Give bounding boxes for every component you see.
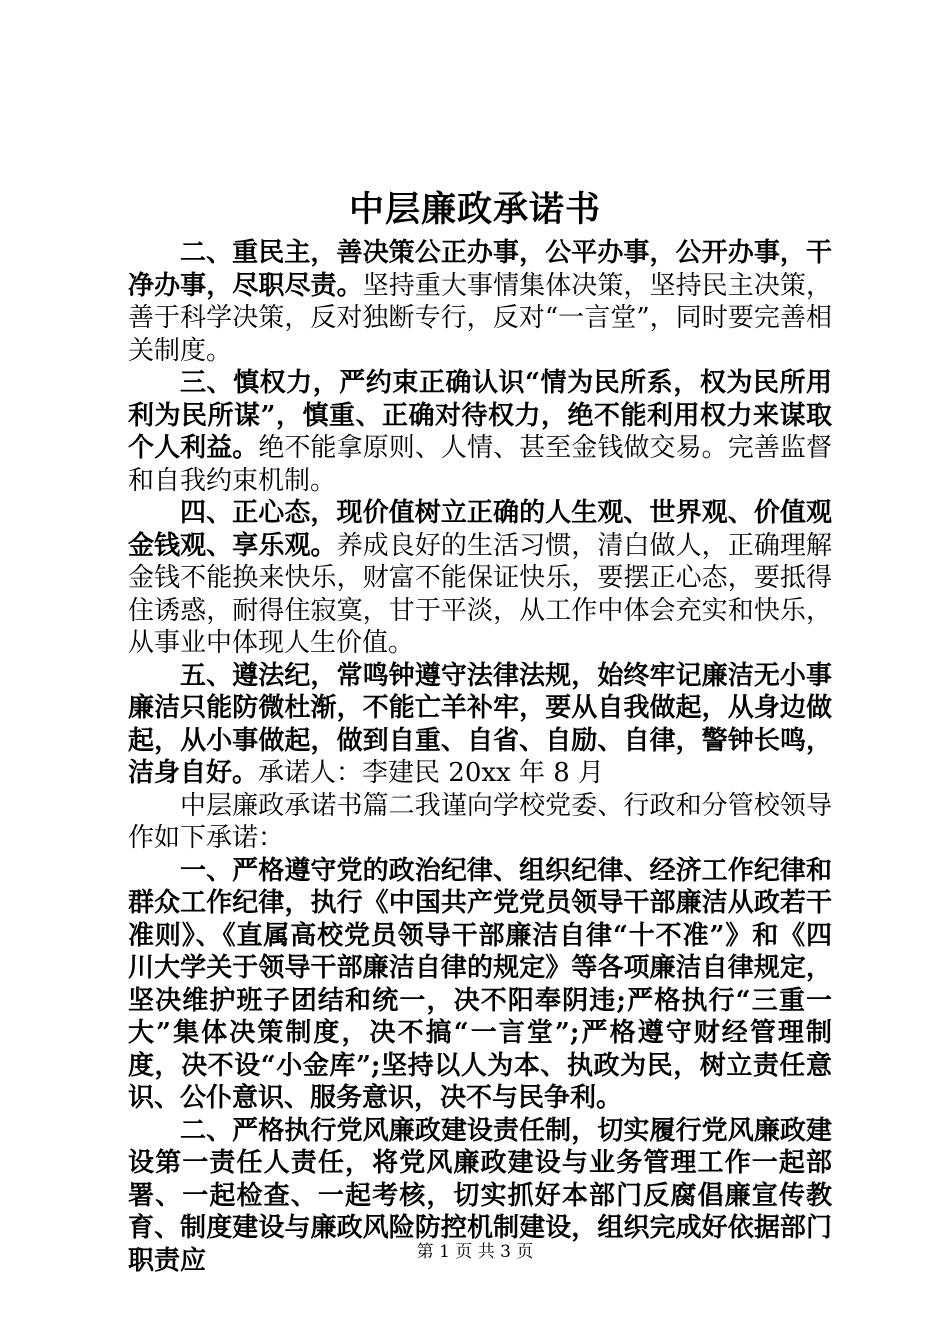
paragraph-bold-text: 一、严格遵守党的政治纪律、组织纪律、经济工作纪律和群众工作纪律，执行《中国共产党党员领导干部廉洁从政若干准则》、《直属高校党员领导干部廉洁自律“十不准”》和《四川大学关于领导干部廉洁自律的规定》等各项廉洁自律规定，坚决维护班子团结和统一，决不阳奉阴违;严格执行“三重一大”集体决策制度，决不搞“一言堂”;严格遵守财经管理制度，决不设“小金库”;坚持以人为本、执政为民，树立责任意识、公仆意识、服务意识，决不与民争利。 bbox=[128, 855, 832, 1113]
paragraph-intro-part2 bbox=[128, 790, 832, 855]
paragraph-3 bbox=[128, 367, 832, 497]
paragraph-bold-text: 二、严格执行党风廉政建设责任制，切实履行党风廉政建设第一责任人责任，将党风廉政建设与业务管理工作一起部署、一起检查、一起考核，切实抓好本部门反腐倡廉宣传教育、制度建设与廉政风险防控机制建设，组织完成好依据部门职责应 bbox=[128, 1115, 832, 1276]
paragraph-2 bbox=[128, 237, 832, 367]
paragraph-bold-text: 四、正心态，现价值树立正确的人生观、世界观、价值观金钱观、享乐观。 bbox=[128, 498, 832, 561]
paragraph-text: 坚持重大事情集体决策，坚持民主决策，善于科学决策，反对独断专行，反对“一言堂”，同时要完善相关制度。 bbox=[128, 270, 832, 366]
page-footer: 第 1 页 共 3 页 bbox=[416, 1242, 534, 1262]
paragraph-text: 养成良好的生活习惯，清白做人，正确理解金钱不能换来快乐，财富不能保证快乐，要摆正心态，要抵得住诱惑，耐得住寂寞，甘于平淡，从工作中体会充实和快乐，从事业中体现人生价值。 bbox=[128, 530, 832, 658]
document-body bbox=[128, 237, 832, 1277]
paragraph-4 bbox=[128, 497, 832, 660]
paragraph-bold-text: 五、遵法纪，常鸣钟遵守法律法规，始终牢记廉洁无小事廉洁只能防微杜渐，不能亡羊补牢，要从自我做起，从身边做起，从小事做起，做到自重、自省、自励、自律，警钟长鸣，洁身自好。 bbox=[128, 660, 832, 788]
page-title: 中层廉政承诺书 bbox=[348, 189, 601, 230]
paragraph-part2-1 bbox=[128, 855, 832, 1115]
paragraph-bold-text: 三、慎权力，严约束正确认识“情为民所系，权为民所用利为民所谋”，慎重、正确对待权力，绝不能利用权力来谋取个人利益。 bbox=[128, 368, 832, 463]
paragraph-5 bbox=[128, 660, 832, 790]
paragraph-text: 中层廉政承诺书篇二我谨向学校党委、行政和分管校领导作如下承诺： bbox=[128, 790, 832, 853]
paragraph-text: 承诺人：李建民 20xx 年 8 月 bbox=[258, 758, 605, 788]
paragraph-text: 绝不能拿原则、人情、甚至金钱做交易。完善监督和自我约束机制。 bbox=[128, 433, 832, 496]
paragraph-bold-text: 二、重民主，善决策公正办事，公平办事，公开办事，干净办事，尽职尽责。 bbox=[128, 238, 832, 301]
